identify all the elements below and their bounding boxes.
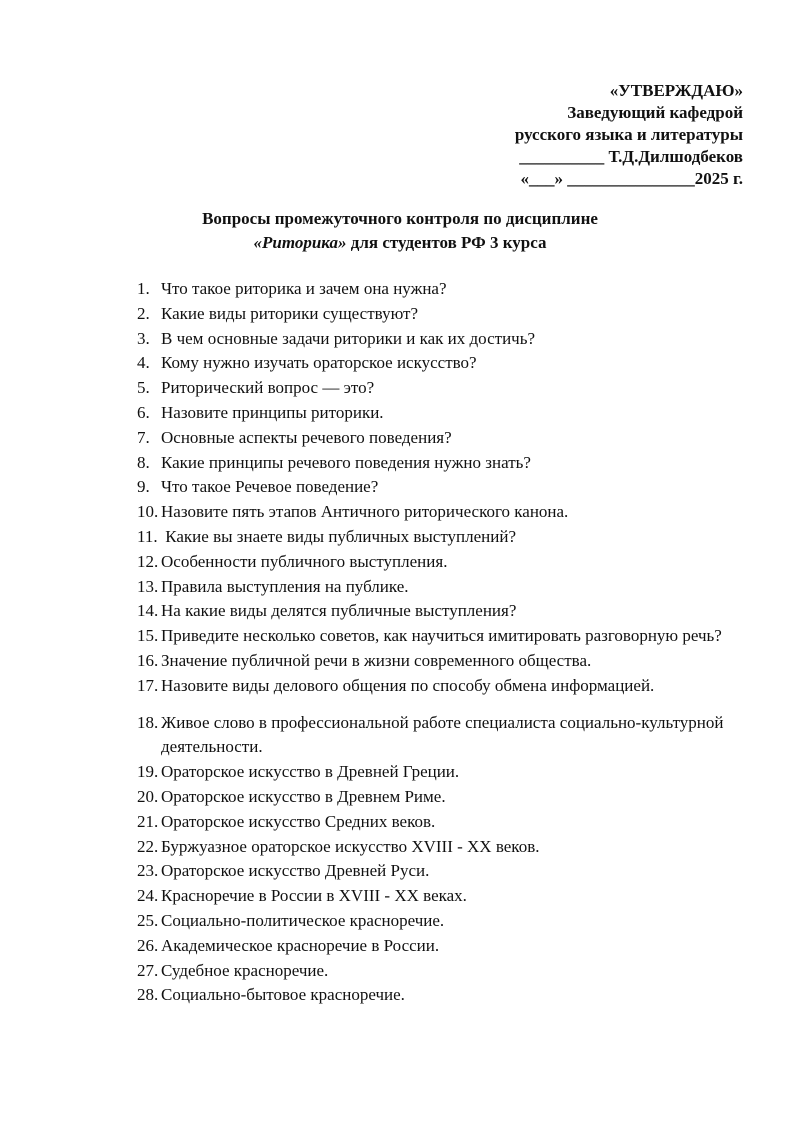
list-item	[137, 401, 749, 426]
question-number: 10.	[137, 502, 159, 522]
list-item	[137, 711, 749, 761]
list-item	[137, 500, 749, 525]
question-number: 6.	[137, 402, 150, 422]
question-number: 1.	[137, 279, 150, 298]
approval-department: русского языка и литературы	[514, 125, 743, 144]
approval-position: Заведующий кафедрой	[567, 103, 743, 122]
question-text: Академическое красноречие в России.	[161, 935, 440, 955]
question-text: Социально-политическое красноречие.	[161, 910, 445, 930]
question-text: Правила выступления на публике.	[161, 576, 409, 596]
list-item	[137, 983, 749, 1008]
list-item	[137, 451, 749, 476]
question-text: В чем основные задачи риторики и как их достичь?	[161, 328, 536, 348]
list-item	[137, 525, 749, 550]
question-text: Особенности публичного выступления.	[161, 551, 448, 571]
question-number: 7.	[137, 427, 150, 447]
list-item	[137, 934, 749, 959]
list-item	[137, 599, 749, 624]
question-text: Кому нужно изучать ораторское искусство?	[161, 353, 477, 373]
question-text: Какие виды риторики существуют?	[161, 303, 419, 323]
question-text: Что такое Речевое поведение?	[161, 477, 379, 497]
question-text: Ораторское искусство в Древнем Риме.	[161, 786, 446, 806]
question-text: Социально-бытовое красноречие.	[161, 985, 405, 1005]
list-item	[137, 959, 749, 984]
question-text: Основные аспекты речевого поведения?	[161, 427, 452, 447]
question-number: 16.	[137, 650, 159, 670]
question-text: Какие вы знаете виды публичных выступлений?	[161, 526, 516, 546]
question-number: 23.	[137, 861, 159, 881]
list-item	[137, 884, 749, 909]
list-item	[137, 785, 749, 810]
list-item	[137, 674, 749, 699]
approval-block	[515, 80, 743, 190]
title-line-1: Вопросы промежуточного контроля по дисциплине	[202, 209, 598, 228]
list-item	[137, 327, 749, 352]
list-item	[137, 649, 749, 674]
question-number: 9.	[137, 477, 150, 497]
question-number: 19.	[137, 762, 159, 782]
question-text: Что такое риторика и зачем она нужна?	[161, 279, 447, 298]
question-text: Назовите виды делового общения по способу обмена информацией.	[161, 675, 655, 695]
question-number: 3.	[137, 328, 150, 348]
list-item	[137, 760, 749, 785]
question-number: 25.	[137, 910, 159, 930]
list-item	[137, 550, 749, 575]
list-item	[137, 835, 749, 860]
question-text: Красноречие в России в XVIII - XX веках.	[161, 886, 467, 906]
question-text: Ораторское искусство Средних веков.	[161, 811, 436, 831]
list-item	[137, 302, 749, 327]
question-number: 20.	[137, 786, 159, 806]
question-number: 5.	[137, 378, 150, 398]
question-text: Буржуазное ораторское искусство XVIII - XX веков.	[161, 836, 540, 856]
question-text: Приведите несколько советов, как научиться имитировать разговорную речь?	[161, 626, 722, 646]
list-item	[137, 909, 749, 934]
question-text: Живое слово в профессиональной работе специалиста социально-культурной деятельности.	[161, 712, 728, 757]
approval-heading: «УТВЕРЖДАЮ»	[609, 81, 743, 100]
question-text: Ораторское искусство в Древней Греции.	[161, 762, 460, 782]
approval-signature: __________ Т.Д.Дилшодбеков	[519, 147, 743, 166]
list-item	[137, 624, 749, 649]
list-item	[137, 475, 749, 500]
questions-list	[137, 277, 749, 1008]
question-number: 22.	[137, 836, 159, 856]
question-number: 27.	[137, 960, 159, 980]
question-number: 14.	[137, 601, 159, 621]
title-line-2	[0, 231, 800, 255]
question-text: Судебное красноречие.	[161, 960, 329, 980]
question-number: 12.	[137, 551, 159, 571]
list-spacer	[137, 699, 749, 711]
question-text: Назовите принципы риторики.	[161, 402, 384, 422]
question-number: 28.	[137, 985, 159, 1005]
list-item	[137, 575, 749, 600]
document-title	[0, 207, 800, 255]
title-line-2-rest: для студентов РФ 3 курса	[346, 233, 547, 252]
question-number: 18.	[137, 712, 159, 732]
question-text: Назовите пять этапов Античного риторического канона.	[161, 502, 569, 522]
question-number: 21.	[137, 811, 159, 831]
question-number: 15.	[137, 626, 159, 646]
question-number: 26.	[137, 935, 159, 955]
list-item	[137, 351, 749, 376]
discipline-name: «Риторика»	[253, 233, 347, 252]
question-number: 2.	[137, 303, 150, 323]
question-text: Какие принципы речевого поведения нужно знать?	[161, 452, 531, 472]
list-item	[137, 859, 749, 884]
question-number: 17.	[137, 675, 159, 695]
question-number: 4.	[137, 353, 150, 373]
approval-date: «___» _______________2025 г.	[520, 169, 743, 188]
question-number: 13.	[137, 576, 159, 596]
question-text: На какие виды делятся публичные выступления?	[161, 601, 517, 621]
question-text: Риторический вопрос — это?	[161, 378, 375, 398]
list-item	[137, 426, 749, 451]
question-number: 24.	[137, 886, 159, 906]
list-item	[137, 376, 749, 401]
list-item	[137, 277, 749, 302]
question-number: 8.	[137, 452, 150, 472]
question-number: 11.	[137, 526, 158, 546]
question-text: Значение публичной речи в жизни современного общества.	[161, 650, 592, 670]
list-item	[137, 810, 749, 835]
question-text: Ораторское искусство Древней Руси.	[161, 861, 430, 881]
